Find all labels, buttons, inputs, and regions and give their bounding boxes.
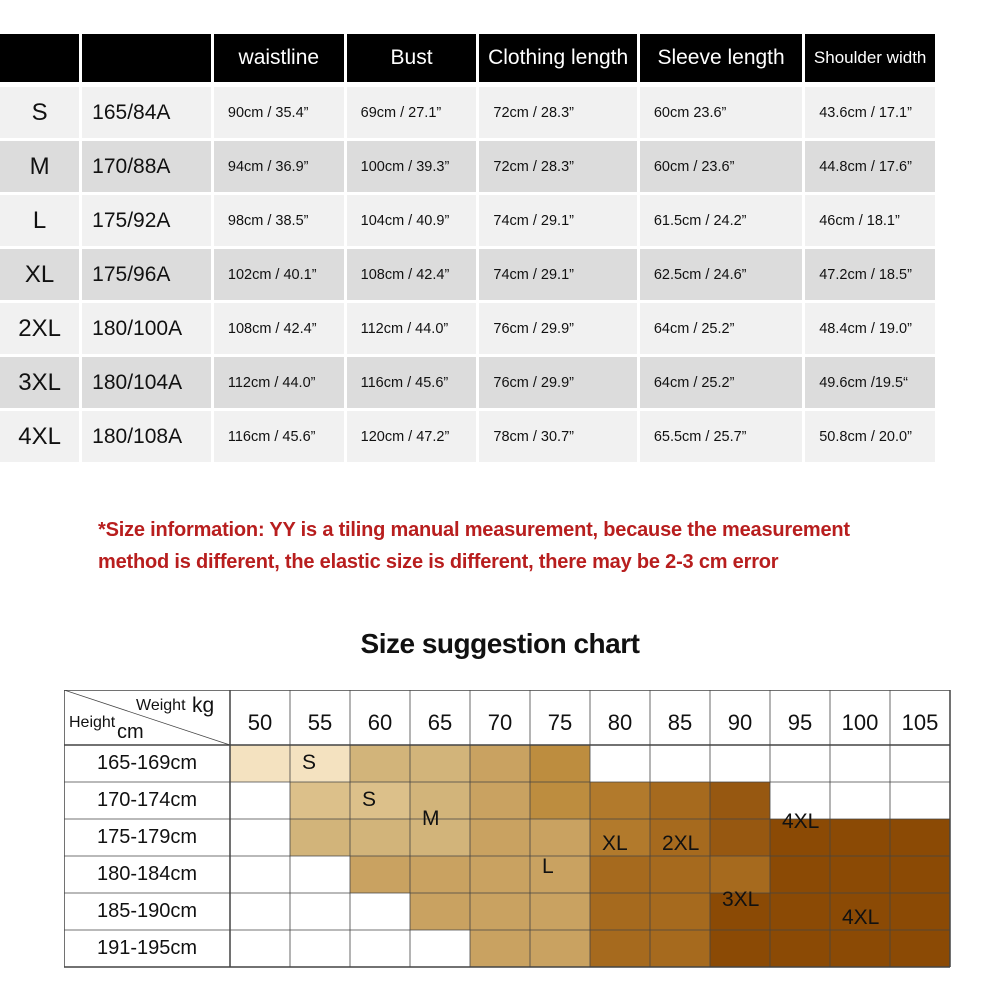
weight-label: 85 [667, 710, 693, 735]
cell-shoulder-width: 48.4cm / 19.0” [805, 303, 935, 354]
grid-cell [470, 819, 530, 856]
grid-cell [890, 782, 950, 819]
cell-bust: 104cm / 40.9” [347, 195, 477, 246]
grid-cell [410, 819, 470, 856]
cell-shoulder-width: 49.6cm /19.5“ [805, 357, 935, 408]
cell-shoulder-width: 50.8cm / 20.0” [805, 411, 935, 462]
cell-sleeve-length: 61.5cm / 24.2” [640, 195, 802, 246]
grid-cell [590, 856, 650, 893]
size-row-3xl [0, 357, 938, 408]
weight-label: 100 [841, 710, 879, 735]
cell-sleeve-length: 65.5cm / 25.7” [640, 411, 802, 462]
corner-weight-label: Weight [136, 697, 186, 714]
grid-cell [470, 856, 530, 893]
grid-cell [890, 930, 950, 967]
grid-cell [770, 856, 830, 893]
cell-shoulder-width: 44.8cm / 17.6” [805, 141, 935, 192]
grid-cell [530, 930, 590, 967]
height-label: 185-190cm [96, 900, 198, 922]
height-label: 180-184cm [96, 863, 198, 885]
zone-label: 4XL [842, 906, 880, 930]
size-row-s [0, 87, 938, 138]
grid-cell [830, 819, 890, 856]
grid-cell [590, 893, 650, 930]
weight-label: 55 [307, 710, 333, 735]
header-blank-code [82, 34, 211, 82]
grid-cell [830, 930, 890, 967]
grid-cell [470, 782, 530, 819]
grid-cell [470, 930, 530, 967]
height-label: 175-179cm [96, 826, 198, 848]
size-table [0, 34, 938, 465]
weight-label: 75 [547, 710, 573, 735]
header-blank-size [0, 34, 79, 82]
corner-height-unit: cm [117, 721, 144, 743]
grid-cell [650, 782, 710, 819]
grid-cell [890, 745, 950, 782]
size-note-line-2: method is different, the elastic size is different, there may be 2-3 cm error [98, 551, 779, 573]
cell-waistline: 94cm / 36.9” [214, 141, 344, 192]
size-code: 180/108A [82, 411, 211, 462]
grid-cell [410, 893, 470, 930]
header-clothing-length: Clothing length [479, 34, 636, 82]
cell-clothing-length: 74cm / 29.1” [479, 195, 636, 246]
size-table-header [0, 34, 938, 82]
grid-cell [650, 856, 710, 893]
grid-cell [830, 856, 890, 893]
cell-waistline: 102cm / 40.1” [214, 249, 344, 300]
grid-cell [770, 930, 830, 967]
height-label: 170-174cm [96, 789, 198, 811]
grid-cell [290, 819, 350, 856]
cell-sleeve-length: 64cm / 25.2” [640, 357, 802, 408]
cell-bust: 112cm / 44.0” [347, 303, 477, 354]
grid-cell [290, 893, 350, 930]
cell-bust: 120cm / 47.2” [347, 411, 477, 462]
size-label: XL [0, 249, 79, 300]
size-note [98, 514, 978, 578]
zone-label: S [362, 788, 377, 811]
grid-cell [410, 745, 470, 782]
height-label: 191-195cm [96, 937, 198, 959]
size-label: M [0, 141, 79, 192]
header-sleeve-length: Sleeve length [640, 34, 802, 82]
grid-cell [770, 745, 830, 782]
size-note-line-1: *Size information: YY is a tiling manual measurement, because the measurement [98, 519, 850, 541]
grid-cell [530, 745, 590, 782]
cell-sleeve-length: 60cm 23.6” [640, 87, 802, 138]
grid-cell [890, 856, 950, 893]
size-row-l [0, 195, 938, 246]
grid-cell [890, 893, 950, 930]
grid-cell [230, 782, 290, 819]
weight-label: 50 [247, 710, 273, 735]
weight-label: 80 [607, 710, 633, 735]
weight-label: 70 [487, 710, 513, 735]
suggestion-chart-title: Size suggestion chart [360, 628, 640, 659]
grid-cell [650, 893, 710, 930]
grid-cell [470, 745, 530, 782]
size-row-2xl [0, 303, 938, 354]
grid-cell [230, 893, 290, 930]
grid-cell [290, 745, 350, 782]
grid-cell [350, 856, 410, 893]
grid-cell [590, 782, 650, 819]
cell-sleeve-length: 64cm / 25.2” [640, 303, 802, 354]
cell-sleeve-length: 60cm / 23.6” [640, 141, 802, 192]
cell-sleeve-length: 62.5cm / 24.6” [640, 249, 802, 300]
zone-label: 3XL [722, 887, 760, 911]
size-code: 170/88A [82, 141, 211, 192]
grid-cell [530, 782, 590, 819]
weight-label: 60 [367, 710, 393, 735]
weight-label: 65 [427, 710, 453, 735]
weight-label: 95 [787, 710, 813, 735]
cell-shoulder-width: 46cm / 18.1” [805, 195, 935, 246]
size-row-4xl [0, 411, 938, 462]
grid-cell [290, 856, 350, 893]
size-code: 175/92A [82, 195, 211, 246]
size-code: 175/96A [82, 249, 211, 300]
size-code: 180/104A [82, 357, 211, 408]
grid-cell [650, 745, 710, 782]
cell-waistline: 116cm / 45.6” [214, 411, 344, 462]
cell-clothing-length: 78cm / 30.7” [479, 411, 636, 462]
grid-cell [770, 893, 830, 930]
zone-label: S [302, 751, 317, 774]
grid-cell [290, 782, 350, 819]
cell-clothing-length: 76cm / 29.9” [479, 357, 636, 408]
size-label: L [0, 195, 79, 246]
grid-cell [350, 819, 410, 856]
size-label: 2XL [0, 303, 79, 354]
size-row-xl [0, 249, 938, 300]
grid-cell [350, 782, 410, 819]
zone-label: XL [602, 832, 628, 856]
cell-waistline: 98cm / 38.5” [214, 195, 344, 246]
grid-cell [350, 930, 410, 967]
grid-cell [830, 745, 890, 782]
size-label: 3XL [0, 357, 79, 408]
cell-clothing-length: 72cm / 28.3” [479, 141, 636, 192]
grid-cell [650, 930, 710, 967]
zone-label: 2XL [662, 832, 700, 856]
zone-label: 4XL [782, 810, 820, 834]
grid-cell [710, 930, 770, 967]
grid-cell [590, 745, 650, 782]
weight-label: 105 [901, 710, 939, 735]
cell-shoulder-width: 47.2cm / 18.5” [805, 249, 935, 300]
grid-cell [350, 745, 410, 782]
height-label: 165-169cm [96, 752, 198, 774]
grid-cell [230, 819, 290, 856]
grid-cell [890, 819, 950, 856]
cell-waistline: 90cm / 35.4” [214, 87, 344, 138]
grid-cell [530, 893, 590, 930]
size-label: S [0, 87, 79, 138]
size-label: 4XL [0, 411, 79, 462]
cell-shoulder-width: 43.6cm / 17.1” [805, 87, 935, 138]
size-row-m [0, 141, 938, 192]
grid-cell [350, 893, 410, 930]
grid-cell [830, 782, 890, 819]
cell-bust: 116cm / 45.6” [347, 357, 477, 408]
grid-cell [470, 893, 530, 930]
cell-bust: 100cm / 39.3” [347, 141, 477, 192]
grid-cell [230, 856, 290, 893]
grid-cell [290, 930, 350, 967]
weight-label: 90 [727, 710, 753, 735]
corner-weight-unit: kg [192, 694, 215, 717]
header-shoulder-width: Shoulder width [805, 34, 935, 82]
cell-clothing-length: 74cm / 29.1” [479, 249, 636, 300]
size-code: 165/84A [82, 87, 211, 138]
size-code: 180/100A [82, 303, 211, 354]
cell-clothing-length: 76cm / 29.9” [479, 303, 636, 354]
header-waistline: waistline [214, 34, 344, 82]
grid-cell [590, 930, 650, 967]
grid-cell [710, 819, 770, 856]
grid-cell [530, 856, 590, 893]
grid-cell [410, 856, 470, 893]
size-table-body [0, 87, 938, 462]
cell-waistline: 112cm / 44.0” [214, 357, 344, 408]
grid-cell [710, 782, 770, 819]
grid-cell [710, 745, 770, 782]
grid-cell [230, 745, 290, 782]
cell-clothing-length: 72cm / 28.3” [479, 87, 636, 138]
zone-label: L [542, 854, 554, 878]
cell-bust: 108cm / 42.4” [347, 249, 477, 300]
cell-waistline: 108cm / 42.4” [214, 303, 344, 354]
header-bust: Bust [347, 34, 477, 82]
cell-bust: 69cm / 27.1” [347, 87, 477, 138]
grid-cell [230, 930, 290, 967]
grid-cell [530, 819, 590, 856]
grid-cell [410, 782, 470, 819]
zone-label: M [422, 806, 440, 830]
grid-cell [410, 930, 470, 967]
corner-height-label: Height [69, 714, 116, 731]
